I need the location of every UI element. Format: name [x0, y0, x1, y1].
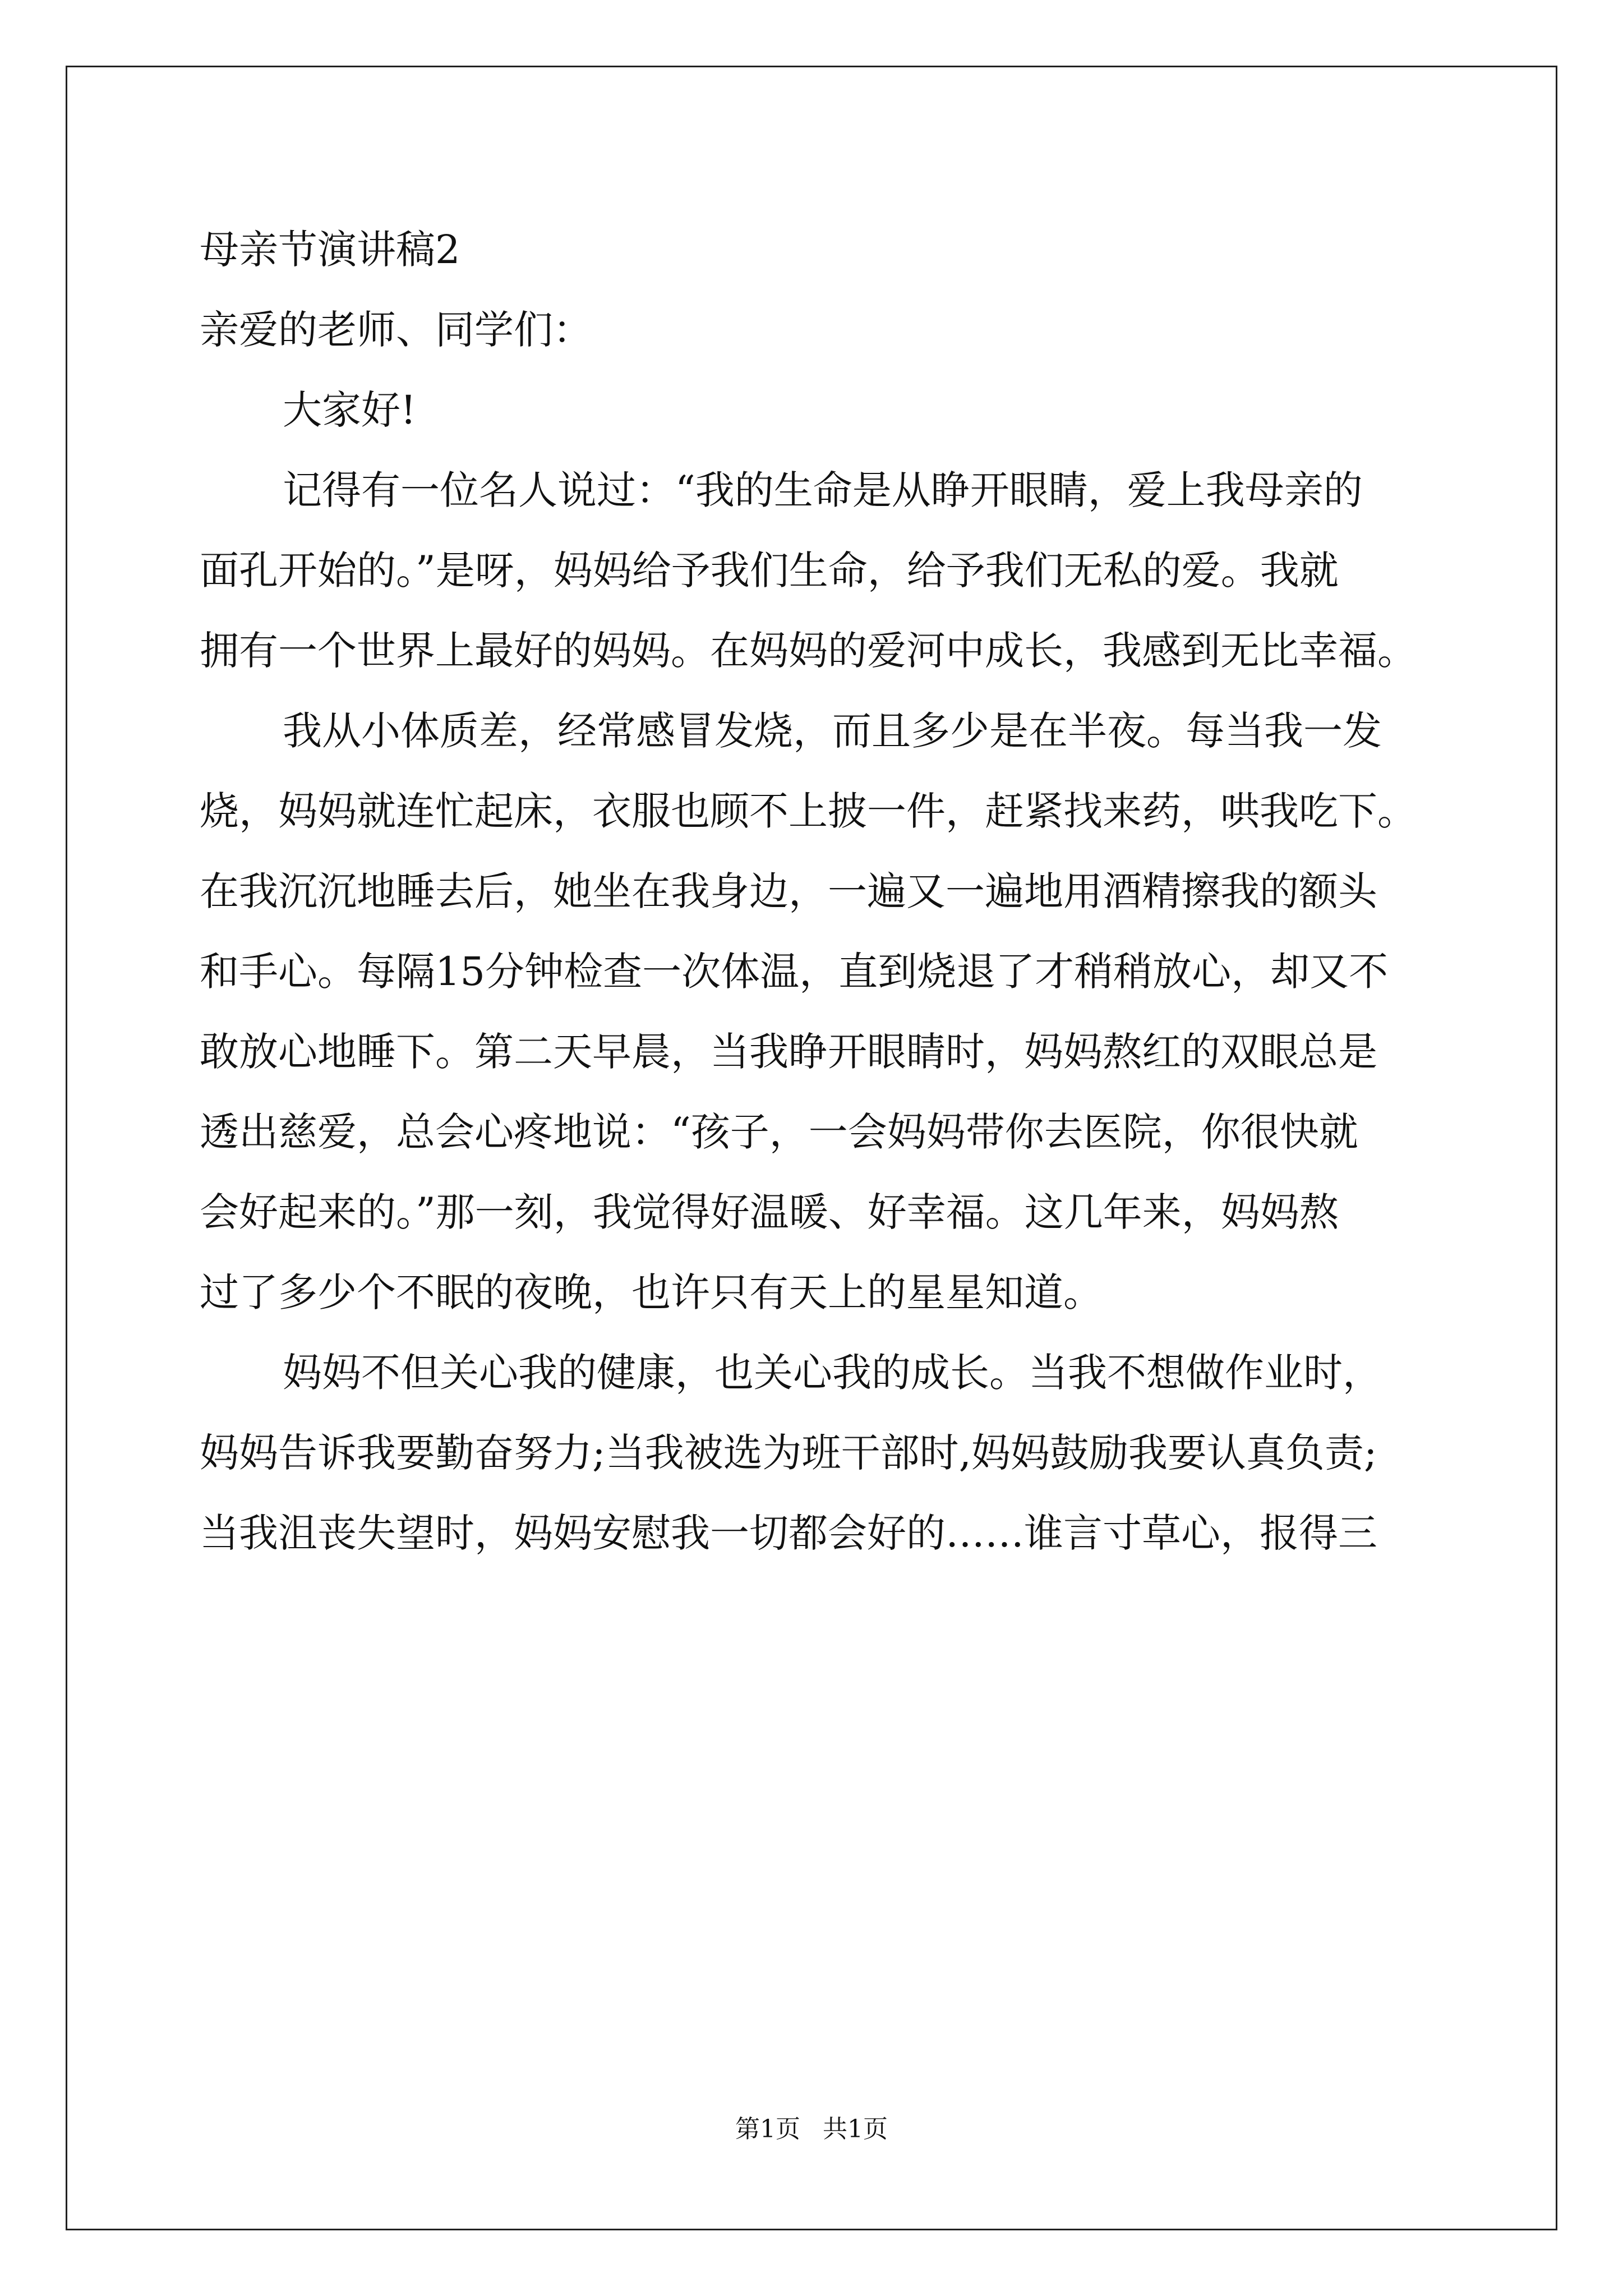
- paragraph-line: 当我沮丧失望时，妈妈安慰我一切都会好的……谁言寸草心，报得三: [200, 1510, 1377, 1556]
- paragraph-line: 和手心。每隔15分钟检查一次体温，直到烧退了才稍稍放心，却又不: [200, 949, 1389, 995]
- page-number-current: 第1页: [735, 2115, 800, 2143]
- greeting: 大家好!: [283, 387, 417, 433]
- paragraph-line: 面孔开始的。”是呀，妈妈给予我们生命，给予我们无私的爱。我就: [200, 547, 1339, 593]
- paragraph-line: 烧，妈妈就连忙起床，衣服也顾不上披一件，赶紧找来药，哄我吃下。: [200, 788, 1417, 834]
- paragraph-line: 记得有一位名人说过：“我的生命是从睁开眼睛，爱上我母亲的: [283, 467, 1363, 513]
- paragraph-line: 敢放心地睡下。第二天早晨，当我睁开眼睛时，妈妈熬红的双眼总是: [200, 1029, 1377, 1075]
- paragraph-line: 我从小体质差，经常感冒发烧，而且多少是在半夜。每当我一发: [283, 708, 1382, 754]
- salutation: 亲爱的老师、同学们：: [200, 307, 592, 353]
- paragraph-line: 会好起来的。”那一刻，我觉得好温暖、好幸福。这几年来，妈妈熬: [200, 1189, 1339, 1235]
- paragraph-line: 在我沉沉地睡去后，她坐在我身边，一遍又一遍地用酒精擦我的额头: [200, 868, 1377, 914]
- paragraph-line: 妈妈告诉我要勤奋努力;当我被选为班干部时,妈妈鼓励我要认真负责;: [200, 1430, 1377, 1476]
- page-number-total: 共1页: [823, 2115, 888, 2143]
- page-footer: [0, 2113, 1623, 2146]
- paragraph-line: 拥有一个世界上最好的妈妈。在妈妈的爱河中成长，我感到无比幸福。: [200, 628, 1417, 674]
- paragraph-line: 妈妈不但关心我的健康，也关心我的成长。当我不想做作业时，: [283, 1350, 1382, 1396]
- paragraph-line: 透出慈爱，总会心疼地说：“孩子，一会妈妈带你去医院，你很快就: [200, 1109, 1358, 1155]
- paragraph-line: 过了多少个不眠的夜晚，也许只有天上的星星知道。: [200, 1269, 1103, 1315]
- document-title: 母亲节演讲稿2: [200, 227, 460, 273]
